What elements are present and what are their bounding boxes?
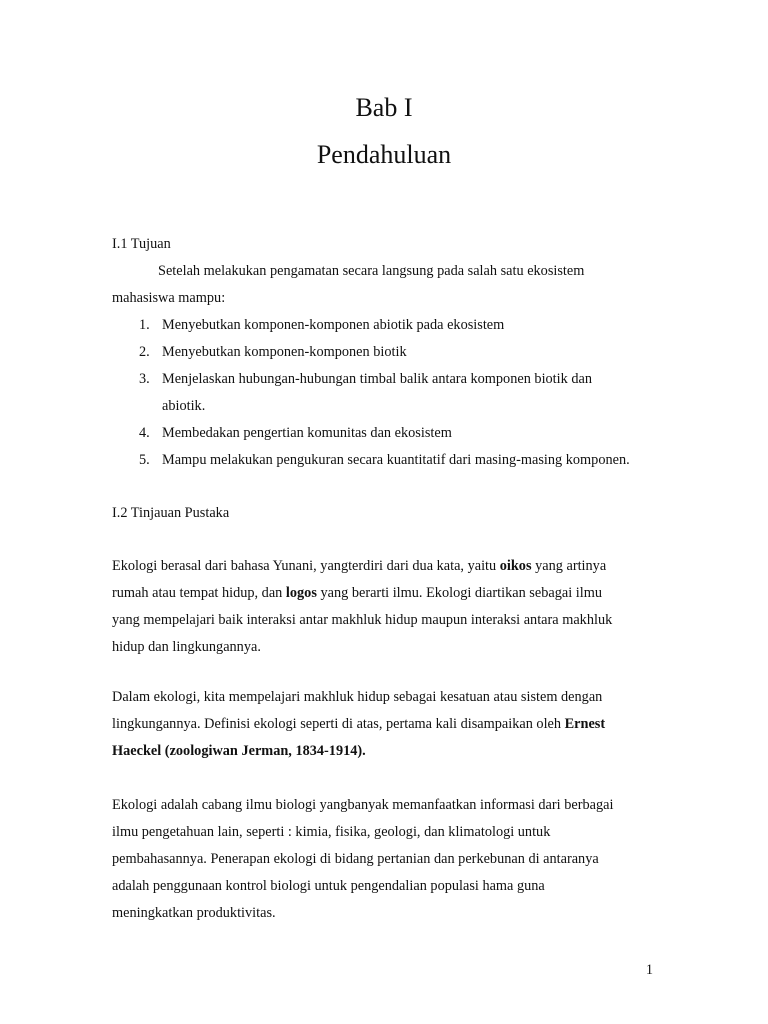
paragraph-line: [112, 738, 672, 765]
paragraph-line: yang mempelajari baik interaksi antar makhluk hidup maupun interaksi antara makhluk: [112, 612, 613, 628]
list-text: Menjelaskan hubungan-hubungan timbal balik antara komponen biotik dan: [162, 371, 592, 387]
list-number: 3.: [139, 371, 150, 387]
text: rumah atau tempat hidup, dan: [112, 585, 286, 601]
list-item: [112, 366, 672, 420]
section-tinjauan-heading: [112, 500, 672, 527]
list-text: Mampu melakukan pengukuran secara kuantitatif dari masing-masing komponen.: [162, 452, 630, 468]
chapter-title: Bab I: [355, 93, 413, 122]
paragraph-line: [112, 711, 672, 738]
paragraph-line: Dalam ekologi, kita mempelajari makhluk hidup sebagai kesatuan atau sistem dengan: [112, 689, 603, 705]
text: lingkungannya. Definisi ekologi seperti di atas, pertama kali disampaikan oleh: [112, 716, 565, 732]
paragraph-line: [112, 580, 672, 607]
paragraph: [112, 792, 672, 927]
list-item: [112, 420, 672, 447]
list-number: 5.: [139, 452, 150, 468]
term-logos: logos: [285, 585, 317, 601]
list-item: [112, 312, 672, 339]
section-heading: I.1 Tujuan: [112, 236, 171, 252]
paragraph-line: ilmu pengetahuan lain, seperti : kimia, fisika, geologi, dan klimatologi untuk: [112, 824, 551, 840]
paragraph-line: hidup dan lingkungannya.: [112, 639, 261, 655]
paragraph: [112, 684, 672, 765]
list-text: Menyebutkan komponen-komponen abiotik pada ekosistem: [162, 317, 505, 333]
list-item: [112, 447, 672, 474]
section-heading: I.2 Tinjauan Pustaka: [112, 505, 230, 521]
list-item: [112, 339, 672, 366]
page-number: 1: [645, 962, 653, 978]
text: Ekologi berasal dari bahasa Yunani, yangterdiri dari dua kata, yaitu: [112, 558, 500, 574]
objectives-list: [112, 312, 672, 474]
text: yang berarti ilmu. Ekologi diartikan sebagai ilmu: [316, 585, 602, 601]
list-number: 1.: [139, 317, 150, 333]
intro-line: Setelah melakukan pengamatan secara langsung pada salah satu ekosistem: [158, 263, 585, 279]
paragraph: [112, 553, 672, 661]
intro-line: mahasiswa mampu:: [112, 290, 226, 306]
section-tujuan: [112, 231, 672, 474]
chapter-name: Pendahuluan: [316, 140, 452, 169]
list-number: 2.: [139, 344, 150, 360]
paragraph-line: [112, 553, 672, 580]
term-oikos: oikos: [499, 558, 532, 574]
paragraph-line: pembahasannya. Penerapan ekologi di bidang pertanian dan perkebunan di antaranya: [112, 851, 599, 867]
list-text: abiotik.: [162, 398, 206, 414]
paragraph-line: Ekologi adalah cabang ilmu biologi yangbanyak memanfaatkan informasi dari berbagai: [112, 797, 614, 813]
paragraph-line: adalah penggunaan kontrol biologi untuk pengendalian populasi hama guna: [112, 878, 545, 894]
term-haeckel: Haeckel (zoologiwan Jerman, 1834-1914).: [112, 743, 366, 759]
list-text: Membedakan pengertian komunitas dan ekosistem: [162, 425, 452, 441]
term-ernest: Ernest: [564, 716, 606, 732]
text: yang artinya: [531, 558, 607, 574]
list-number: 4.: [139, 425, 150, 441]
paragraph-line: meningkatkan produktivitas.: [112, 905, 276, 921]
list-text: Menyebutkan komponen-komponen biotik: [162, 344, 407, 360]
